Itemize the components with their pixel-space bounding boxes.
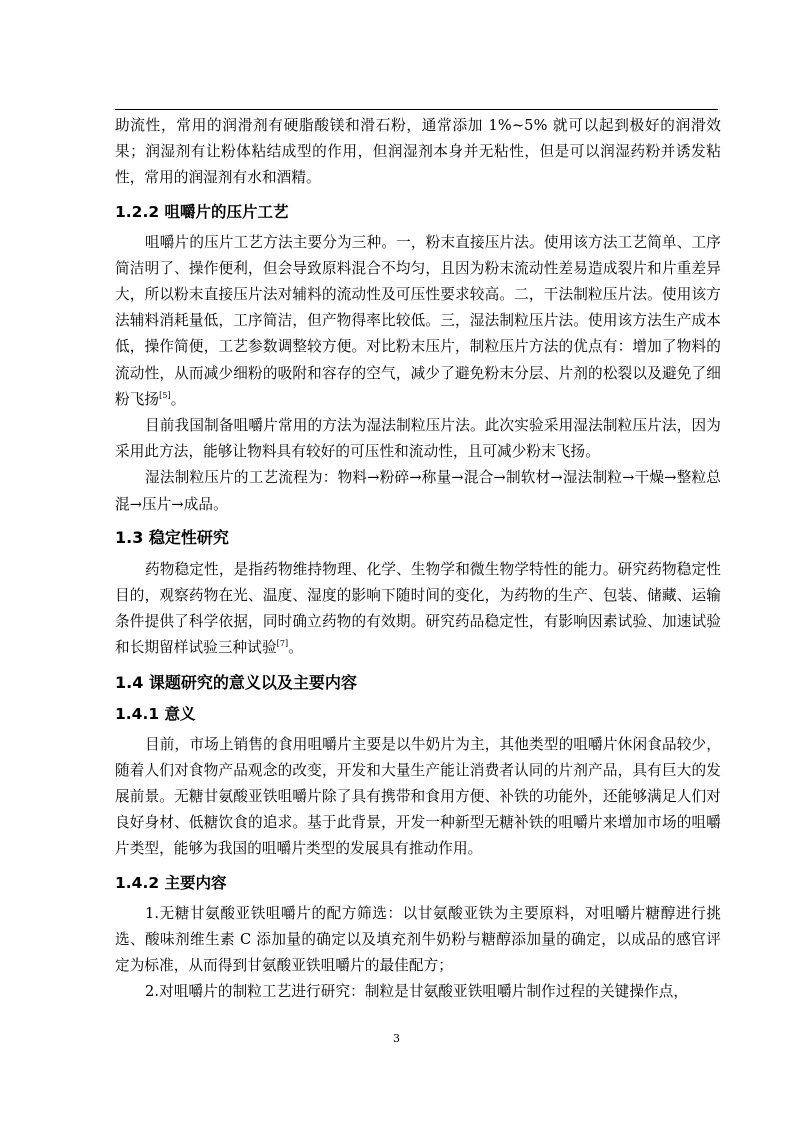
page-body bbox=[115, 113, 721, 1005]
paragraph-content-item-2: 2.对咀嚼片的制粒工艺进行研究：制粒是甘氨酸亚铁咀嚼片制作过程的关键操作点， bbox=[145, 983, 689, 1001]
section-heading-1-3: 1.3 稳定性研究 bbox=[115, 527, 229, 547]
paragraph-wet-granulation: 目前我国制备咀嚼片常用的方法为湿法制粒压片法。此次实验采用湿法制粒压片法，因为采用此方法，能够让物料具有较好的可压性和流动性，且可减少粉末飞扬。 bbox=[115, 417, 721, 461]
paragraph-content-item-1: 1.无糖甘氨酸亚铁咀嚼片的配方筛选：以甘氨酸亚铁为主要原料，对咀嚼片糖醇进行挑选、酸味剂维生素 C 添加量的确定以及填充剂牛奶粉与糖醇添加量的确定，以成品的感官评定为标准，从而得到甘氨酸亚铁咀嚼片的最佳配方； bbox=[115, 904, 721, 975]
header-rule bbox=[115, 109, 718, 110]
paragraph-tableting-methods bbox=[115, 230, 721, 413]
section-heading-1-4-2: 1.4.2 主要内容 bbox=[115, 873, 227, 892]
paragraph-text: 药物稳定性，是指药物维持物理、化学、生物学和微生物学特性的能力。研究药物稳定性目的，观察药物在光、温度、湿度的影响下随时间的变化，为药物的生产、包装、储藏、运输条件提供了科学依据，同时确立药物的有效期。研究药品稳定性，有影响因素试验、加速试验和长期留样试验三种试验 bbox=[115, 560, 721, 657]
section-heading-1-4: 1.4 课题研究的意义以及主要内容 bbox=[115, 672, 357, 692]
citation-ref: [7] bbox=[276, 639, 289, 649]
paragraph-continuation: 助流性，常用的润滑剂有硬脂酸镁和滑石粉，通常添加 1%~5% 就可以起到极好的润滑效果；润湿剂有让粉体粘结成型的作用，但润湿剂本身并无粘性，但是可以润湿药粉并诱发粘性，常用的润湿剂有水和酒精。 bbox=[115, 117, 721, 187]
paragraph-end: 。 bbox=[288, 639, 303, 657]
paragraph-stability bbox=[115, 557, 721, 662]
page-number: 3 bbox=[393, 1032, 400, 1045]
section-heading-1-4-1: 1.4.1 意义 bbox=[115, 704, 196, 723]
citation-ref: [5] bbox=[159, 390, 171, 400]
paragraph-process-flow: 湿法制粒压片的工艺流程为：物料→粉碎→称量→混合→制软材→湿法制粒→干燥→整粒总混→压片→成品。 bbox=[115, 469, 721, 513]
section-heading-1-2-2: 1.2.2 咀嚼片的压片工艺 bbox=[115, 202, 289, 221]
paragraph-text: 咀嚼片的压片工艺方法主要分为三种。一，粉末直接压片法。使用该方法工艺简单、工序简洁明了、操作便利，但会导致原料混合不均匀，且因为粉末流动性差易造成裂片和片重差异大，所以粉末直接压片法对辅料的流动性及可压性要求较高。二，干法制粒压片法。使用该方法辅料消耗量低，工序简洁，但产物得率比较低。三，湿法制粒压片法。使用该方法生产成本低，操作简便，工艺参数调整较方便。对比粉末压片，制粒压片方法的优点有：增加了物料的流动性，从而减少细粉的吸附和容存的空气，减少了避免粉末分层、片剂的松裂以及避免了细粉飞扬 bbox=[115, 233, 721, 408]
paragraph-significance: 目前，市场上销售的食用咀嚼片主要是以牛奶片为主，其他类型的咀嚼片休闲食品较少，随着人们对食物产品观念的改变，开发和大量生产能让消费者认同的片剂产品，具有巨大的发展前景。无糖甘氨酸亚铁咀嚼片除了具有携带和食用方便、补铁的功能外，还能够满足人们对良好身材、低糖饮食的追求。基于此背景，开发一种新型无糖补铁的咀嚼片来增加市场的咀嚼片类型，能够为我国的咀嚼片类型的发展具有推动作用。 bbox=[115, 735, 721, 858]
paragraph-end: 。 bbox=[170, 390, 186, 408]
